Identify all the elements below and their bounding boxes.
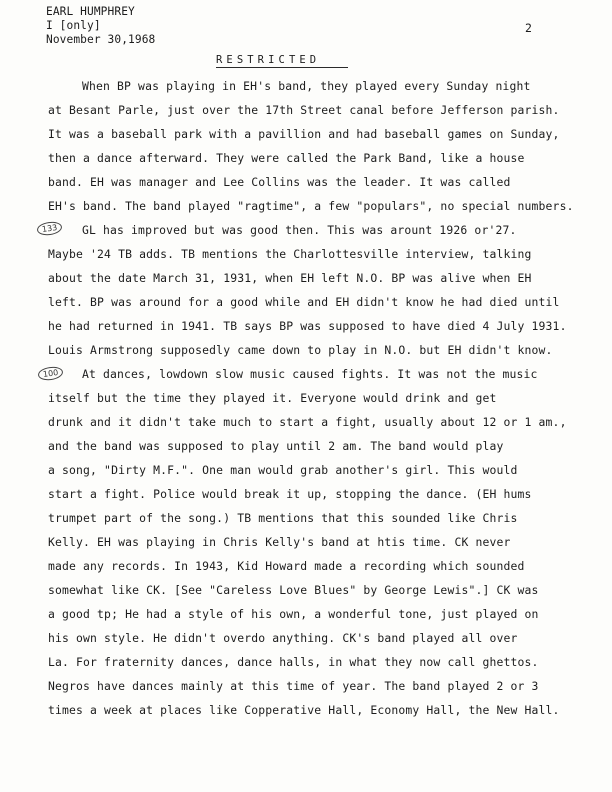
text-line: a good tp; He had a style of his own, a wonderful tone, just played on — [48, 607, 539, 621]
text-line: itself but the time they played it. Everyone would drink and get — [48, 391, 497, 405]
header-reel: I [only] — [46, 19, 101, 32]
header-name: EARL HUMPHREY — [46, 5, 135, 18]
page-number: 2 — [525, 21, 532, 35]
margin-note-circled: 100 — [37, 365, 64, 381]
text-line: then a dance afterward. They were called the Park Band, like a house — [48, 151, 525, 165]
text-line: his own style. He didn't overdo anything. CK's band played all over — [48, 631, 518, 645]
margin-note-circled: 133 — [36, 220, 63, 236]
text-line: Negros have dances mainly at this time of year. The band played 2 or 3 — [48, 679, 539, 693]
text-line: times a week at places like Copperative Hall, Economy Hall, the New Hall. — [48, 703, 560, 717]
text-line: EH's band. The band played "ragtime", a few "populars", no special numbers. — [48, 199, 574, 213]
text-line: La. For fraternity dances, dance halls, in what they now call ghettos. — [48, 655, 539, 669]
text-line: made any records. In 1943, Kid Howard made a recording which sounded — [48, 559, 525, 573]
text-line: When BP was playing in EH's band, they played every Sunday night — [82, 79, 531, 93]
text-line: a song, "Dirty M.F.". One man would grab another's girl. This would — [48, 463, 518, 477]
text-line: start a fight. Police would break it up, stopping the dance. (EH hums — [48, 487, 532, 501]
text-line: At dances, lowdown slow music caused fights. It was not the music — [82, 367, 538, 381]
text-line: Louis Armstrong supposedly came down to play in N.O. but EH didn't know. — [48, 343, 553, 357]
restricted-title: RESTRICTED — [216, 54, 321, 66]
text-line: drunk and it didn't take much to start a fight, usually about 12 or 1 am., — [48, 415, 567, 429]
text-line: GL has improved but was good then. This was arount 1926 or'27. — [82, 223, 517, 237]
text-line: left. BP was around for a good while and EH didn't know he had died until — [48, 295, 560, 309]
title-underline — [216, 67, 348, 68]
text-line: and the band was supposed to play until 2 am. The band would play — [48, 439, 504, 453]
text-line: somewhat like CK. [See "Careless Love Blues" by George Lewis".] CK was — [48, 583, 539, 597]
text-line: band. EH was manager and Lee Collins was the leader. It was called — [48, 175, 511, 189]
text-line: It was a baseball park with a pavillion and had baseball games on Sunday, — [48, 127, 560, 141]
text-line: about the date March 31, 1931, when EH left N.O. BP was alive when EH — [48, 271, 532, 285]
text-line: Kelly. EH was playing in Chris Kelly's band at htis time. CK never — [48, 535, 511, 549]
header-date: November 30,1968 — [46, 33, 156, 46]
text-line: at Besant Parle, just over the 17th Street canal before Jefferson parish. — [48, 103, 560, 117]
text-line: he had returned in 1941. TB says BP was supposed to have died 4 July 1931. — [48, 319, 567, 333]
text-line: trumpet part of the song.) TB mentions that this sounded like Chris — [48, 511, 518, 525]
text-line: Maybe '24 TB adds. TB mentions the Charlottesville interview, talking — [48, 247, 532, 261]
